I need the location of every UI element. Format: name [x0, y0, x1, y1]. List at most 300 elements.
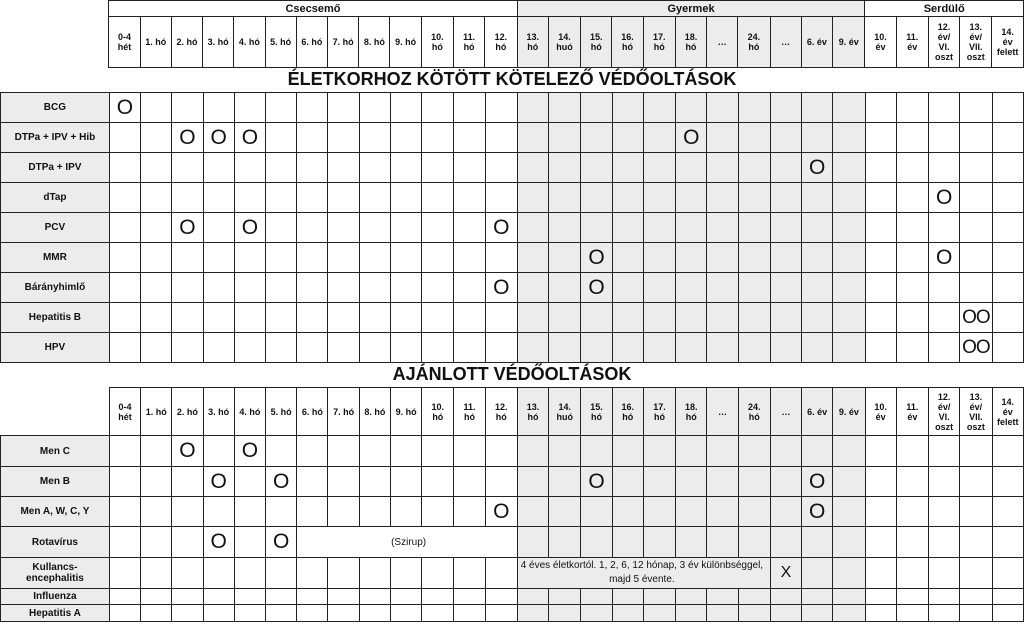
schedule-cell [359, 183, 390, 213]
schedule-cell [929, 93, 960, 123]
schedule-cell [390, 243, 421, 273]
schedule-cell [770, 93, 801, 123]
schedule-cell [297, 93, 328, 123]
schedule-cell [422, 243, 454, 273]
schedule-cell [738, 243, 770, 273]
vaccine-name-text: MMR [42, 252, 67, 263]
schedule-cell [612, 123, 643, 153]
schedule-cell [485, 93, 517, 123]
schedule-cell [359, 436, 390, 467]
schedule-cell [929, 497, 960, 527]
age-label-line: 15. [589, 32, 603, 42]
schedule-cell [612, 436, 643, 467]
age-label-line: 17. [653, 401, 666, 412]
schedule-mark-x: X [770, 558, 801, 589]
vaccine-name-text: Hepatitis B [28, 312, 82, 323]
age-label-line: év [1002, 406, 1013, 417]
age-header [612, 17, 643, 68]
vaccine-row [1, 333, 1024, 363]
schedule-cell [328, 589, 359, 605]
schedule-cell [109, 123, 140, 153]
age-label-line: 13. [969, 22, 982, 32]
schedule-cell [485, 303, 517, 333]
vaccine-name-text: HPV [44, 342, 66, 353]
schedule-cell [707, 183, 738, 213]
schedule-cell [676, 213, 707, 243]
schedule-cell [992, 527, 1023, 558]
schedule-cell [992, 93, 1023, 123]
schedule-cell [802, 527, 833, 558]
age-label-line: 16. [621, 401, 635, 412]
schedule-cell [203, 605, 234, 622]
vaccine-name [1, 93, 110, 123]
schedule-cell [581, 93, 612, 123]
age-label-line: hó [653, 42, 665, 52]
schedule-cell [960, 213, 992, 243]
schedule-cell [707, 153, 738, 183]
age-label-line: 8. hó [363, 37, 385, 47]
age-header [896, 17, 928, 68]
schedule-cell [581, 213, 612, 243]
schedule-cell [422, 497, 454, 527]
schedule-note: (Szirup) [297, 527, 518, 558]
vaccine-name-text: Rotavírus [31, 536, 78, 548]
schedule-cell [517, 589, 548, 605]
schedule-cell [960, 497, 992, 527]
schedule-cell [141, 589, 172, 605]
schedule-cell [960, 467, 992, 497]
schedule-cell [770, 497, 801, 527]
vaccine-name [1, 183, 110, 213]
group-infant: Csecsemő [109, 1, 517, 17]
vaccine-name [1, 153, 110, 183]
age-label-line: hó [621, 42, 633, 52]
age-header [297, 388, 328, 436]
schedule-cell [738, 497, 770, 527]
schedule-cell [738, 93, 770, 123]
schedule-cell [707, 527, 738, 558]
age-label-line: év/ [969, 401, 983, 412]
age-label-line: felett [996, 47, 1019, 57]
schedule-cell [738, 183, 770, 213]
age-label-line: 24. [747, 401, 761, 412]
age-header [960, 388, 992, 436]
age-header [992, 388, 1023, 436]
schedule-cell [833, 153, 865, 183]
schedule-cell [865, 333, 896, 363]
age-label-line: hó [685, 42, 697, 52]
schedule-cell [896, 303, 928, 333]
schedule-cell [929, 558, 960, 589]
schedule-cell [738, 303, 770, 333]
age-label-line: 18. [684, 401, 698, 412]
schedule-cell [266, 333, 297, 363]
schedule-cell [738, 605, 770, 622]
age-label-line: 3. hó [207, 37, 229, 47]
schedule-cell [141, 527, 172, 558]
schedule-cell [770, 527, 801, 558]
schedule-cell [581, 183, 612, 213]
schedule-cell [109, 333, 140, 363]
age-header [517, 17, 548, 68]
schedule-cell [707, 497, 738, 527]
schedule-cell [203, 153, 234, 183]
schedule-cell [172, 273, 203, 303]
schedule-cell [770, 243, 801, 273]
age-label-line: oszt [966, 421, 985, 432]
vaccine-name [1, 589, 110, 605]
schedule-cell [676, 436, 707, 467]
schedule-cell [612, 153, 643, 183]
age-label-line: év [875, 411, 886, 422]
schedule-cell [643, 183, 675, 213]
age-header [203, 388, 234, 436]
schedule-cell [896, 497, 928, 527]
schedule-cell [141, 93, 172, 123]
age-header [738, 17, 770, 68]
vaccine-row [1, 303, 1024, 333]
schedule-mark: OO [960, 303, 992, 333]
schedule-cell [676, 497, 707, 527]
age-label-line: 15. [590, 401, 603, 412]
vaccine-name [1, 527, 110, 558]
schedule-cell [707, 589, 738, 605]
age-label-line: 10. [874, 401, 887, 412]
age-label-line: VI. [938, 411, 950, 422]
age-header [548, 17, 580, 68]
schedule-cell [612, 589, 643, 605]
schedule-cell [865, 243, 896, 273]
schedule-cell [203, 333, 234, 363]
schedule-cell [960, 183, 992, 213]
vaccine-row [1, 273, 1024, 303]
schedule-cell [517, 93, 548, 123]
schedule-mark: O [266, 527, 297, 558]
age-header [140, 17, 171, 68]
schedule-cell [676, 243, 707, 273]
schedule-cell [802, 213, 833, 243]
vaccine-row [1, 605, 1024, 622]
age-header [266, 388, 297, 436]
age-label-line: VII. [969, 411, 983, 422]
age-header [802, 388, 833, 436]
age-header [865, 17, 896, 68]
schedule-cell [141, 436, 172, 467]
schedule-cell [896, 527, 928, 558]
age-label-line: hó [463, 42, 475, 52]
schedule-cell [676, 93, 707, 123]
age-label-line: 1. hó [145, 37, 167, 47]
age-label-line: oszt [935, 52, 953, 62]
schedule-cell [517, 183, 548, 213]
schedule-cell [454, 243, 485, 273]
vaccine-row [1, 527, 1024, 558]
age-label-line: hó [432, 411, 444, 422]
schedule-cell [707, 123, 738, 153]
age-header [960, 17, 992, 68]
schedule-mark: O [929, 183, 960, 213]
schedule-mark: O [203, 467, 234, 497]
schedule-cell [738, 153, 770, 183]
age-header [265, 17, 296, 68]
age-label-line: 8. hó [364, 406, 386, 417]
age-header [141, 388, 172, 436]
schedule-cell [203, 183, 234, 213]
schedule-cell [643, 467, 675, 497]
schedule-cell [109, 436, 140, 467]
age-label-line: 12. [495, 401, 508, 412]
schedule-cell [929, 153, 960, 183]
schedule-cell [612, 467, 643, 497]
schedule-mark: O [929, 243, 960, 273]
schedule-cell [865, 605, 896, 622]
schedule-cell [738, 123, 770, 153]
schedule-cell [390, 93, 421, 123]
age-label-line: … [717, 37, 727, 47]
schedule-cell [802, 273, 833, 303]
schedule-cell [896, 243, 928, 273]
schedule-cell [612, 303, 643, 333]
schedule-cell [770, 333, 801, 363]
age-label-line: hó [527, 42, 539, 52]
schedule-cell [454, 558, 485, 589]
schedule-cell [141, 213, 172, 243]
schedule-cell [643, 153, 675, 183]
schedule-cell [960, 589, 992, 605]
group-teen: Serdülő [865, 1, 1024, 17]
age-label-line: 13. [526, 401, 540, 412]
age-label-line: 6. hó [301, 406, 323, 417]
schedule-cell [109, 273, 140, 303]
schedule-cell [359, 467, 390, 497]
schedule-cell [422, 436, 454, 467]
schedule-cell [234, 467, 265, 497]
schedule-cell [833, 243, 865, 273]
schedule-mark: O [802, 153, 833, 183]
schedule-cell [612, 183, 643, 213]
schedule-cell [581, 436, 612, 467]
schedule-cell [802, 183, 833, 213]
schedule-cell [454, 213, 485, 243]
schedule-cell [676, 183, 707, 213]
vaccine-row [1, 153, 1024, 183]
schedule-cell [485, 558, 517, 589]
age-label-line: hó [654, 411, 665, 422]
schedule-cell [865, 527, 896, 558]
age-header [770, 17, 801, 68]
age-label-line: hó [685, 411, 697, 422]
schedule-cell [359, 303, 390, 333]
schedule-cell [328, 93, 359, 123]
schedule-mark: O [802, 497, 833, 527]
schedule-cell [960, 605, 992, 622]
schedule-cell [896, 213, 928, 243]
schedule-cell [992, 243, 1023, 273]
schedule-cell [770, 123, 801, 153]
schedule-cell [359, 93, 390, 123]
schedule-cell [172, 153, 203, 183]
schedule-cell [517, 467, 548, 497]
schedule-cell [234, 497, 265, 527]
schedule-cell [549, 93, 581, 123]
corner-cell [0, 17, 109, 68]
age-header [328, 388, 359, 436]
age-label-line: 12. [937, 22, 951, 32]
age-label-line: 9. év [838, 406, 859, 417]
schedule-cell [612, 605, 643, 622]
schedule-cell [676, 605, 707, 622]
schedule-cell [422, 183, 454, 213]
schedule-cell [992, 436, 1023, 467]
schedule-cell [802, 589, 833, 605]
schedule-cell [454, 183, 485, 213]
vaccine-name-text: Men B [39, 476, 70, 487]
schedule-cell [517, 497, 548, 527]
schedule-cell [549, 436, 581, 467]
age-label-line: VI. [938, 42, 950, 52]
schedule-cell [643, 243, 675, 273]
schedule-cell [833, 273, 865, 303]
schedule-cell [865, 436, 896, 467]
age-label-line: 0-4 [117, 32, 131, 42]
schedule-cell [929, 213, 960, 243]
schedule-cell [234, 153, 265, 183]
age-label-line: hó [590, 42, 602, 52]
schedule-cell [390, 605, 421, 622]
schedule-cell [517, 273, 548, 303]
age-label-line: 7. hó [332, 37, 354, 47]
schedule-cell [328, 303, 359, 333]
schedule-cell [266, 605, 297, 622]
vaccine-name-text: dTap [43, 192, 67, 203]
age-label-line: év [875, 42, 886, 52]
schedule-cell [960, 123, 992, 153]
schedule-cell [266, 303, 297, 333]
schedule-cell [833, 497, 865, 527]
vaccine-name [1, 303, 110, 333]
schedule-cell [485, 153, 517, 183]
schedule-cell [643, 273, 675, 303]
schedule-cell [929, 436, 960, 467]
schedule-cell [992, 333, 1023, 363]
schedule-cell [517, 436, 548, 467]
age-label-line: … [781, 37, 791, 47]
schedule-cell [676, 303, 707, 333]
schedule-cell [109, 467, 140, 497]
schedule-cell [833, 589, 865, 605]
schedule-cell [549, 497, 581, 527]
schedule-cell [707, 93, 738, 123]
schedule-cell [234, 527, 265, 558]
age-label-line: 12. [937, 391, 951, 402]
age-header [549, 388, 581, 436]
schedule-cell [992, 467, 1023, 497]
vaccine-row [1, 93, 1024, 123]
schedule-cell [929, 273, 960, 303]
schedule-cell [109, 527, 140, 558]
schedule-cell [203, 273, 234, 303]
schedule-mark: O [581, 467, 612, 497]
schedule-cell [738, 213, 770, 243]
schedule-cell [109, 303, 140, 333]
schedule-cell [454, 589, 485, 605]
schedule-cell [992, 303, 1023, 333]
schedule-cell [643, 527, 675, 558]
schedule-cell [390, 589, 421, 605]
age-label-line: 6. év [807, 406, 828, 417]
schedule-cell [172, 467, 203, 497]
schedule-cell [109, 153, 140, 183]
schedule-cell [422, 93, 454, 123]
schedule-cell [422, 558, 454, 589]
group-header-row [0, 1, 1024, 17]
schedule-cell [707, 605, 738, 622]
schedule-cell [297, 243, 328, 273]
schedule-cell [865, 558, 896, 589]
schedule-cell [328, 243, 359, 273]
schedule-cell [266, 589, 297, 605]
schedule-cell [422, 333, 454, 363]
schedule-cell [422, 273, 454, 303]
schedule-cell [612, 333, 643, 363]
schedule-cell [359, 558, 390, 589]
schedule-cell [896, 467, 928, 497]
schedule-cell [612, 527, 643, 558]
age-header [172, 388, 203, 436]
schedule-cell [896, 333, 928, 363]
schedule-cell [770, 183, 801, 213]
age-label-line: felett [997, 416, 1019, 427]
vaccine-row [1, 243, 1024, 273]
schedule-cell [359, 243, 390, 273]
age-label-line: hó [748, 411, 760, 422]
schedule-cell [960, 527, 992, 558]
schedule-cell [643, 605, 675, 622]
age-header [738, 388, 770, 436]
schedule-cell [141, 153, 172, 183]
corner-cell [0, 1, 109, 17]
age-label-line: 14. [1001, 396, 1015, 407]
vaccine-name-text: BCG [43, 102, 67, 113]
schedule-cell [454, 467, 485, 497]
schedule-cell [517, 605, 548, 622]
schedule-cell [549, 527, 581, 558]
schedule-mark: O [581, 273, 612, 303]
schedule-cell [390, 213, 421, 243]
age-label-line: 0-4 [118, 401, 132, 412]
schedule-cell [517, 333, 548, 363]
schedule-cell [454, 303, 485, 333]
schedule-cell [266, 123, 297, 153]
schedule-cell [297, 303, 328, 333]
age-header [801, 17, 832, 68]
age-header [390, 17, 421, 68]
schedule-mark: O [234, 123, 265, 153]
schedule-cell [485, 333, 517, 363]
age-label-line: 5. hó [270, 406, 292, 417]
schedule-cell [172, 243, 203, 273]
schedule-cell [297, 183, 328, 213]
schedule-cell [896, 153, 928, 183]
schedule-cell [328, 183, 359, 213]
schedule-cell [485, 243, 517, 273]
recommended-table [0, 387, 1024, 622]
schedule-cell [266, 153, 297, 183]
age-label-line: 4. hó [239, 406, 261, 417]
schedule-cell [770, 213, 801, 243]
vaccine-name [1, 467, 110, 497]
schedule-cell [929, 123, 960, 153]
